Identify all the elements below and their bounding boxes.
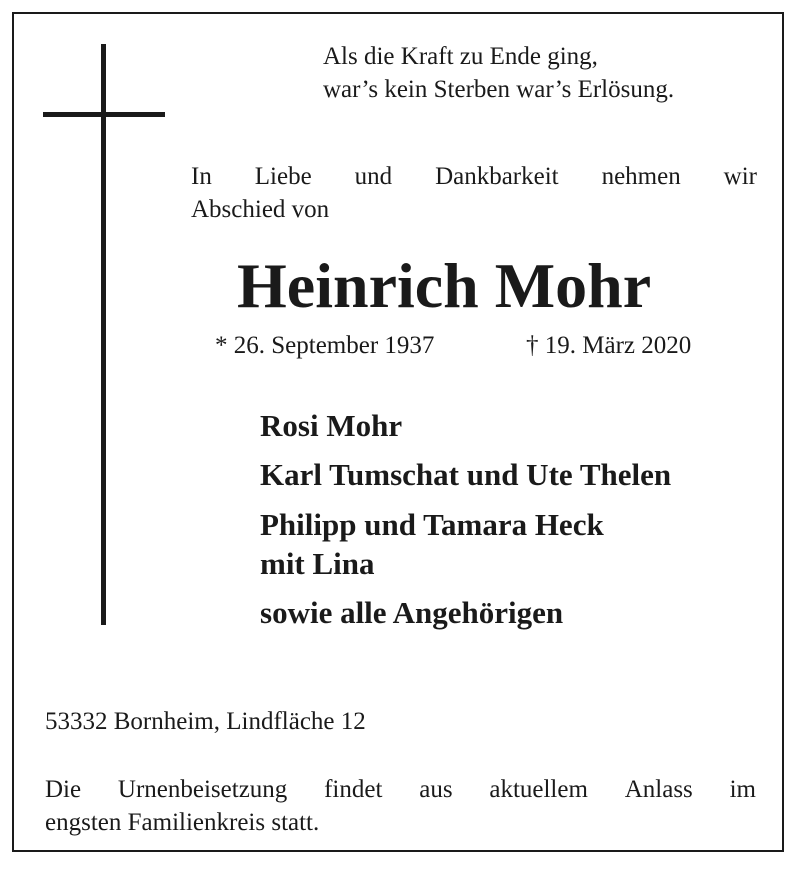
mourner-name: sowie alle Angehörigen <box>260 595 564 630</box>
notice-word: im <box>729 776 756 803</box>
death-date: † 19. März 2020 <box>526 332 692 359</box>
intro-word: Liebe <box>254 163 312 190</box>
notice-word: Anlass <box>624 776 693 803</box>
quote-line-1: Als die Kraft zu Ende ging, <box>323 43 598 70</box>
cross-icon-vertical-bar <box>101 44 106 625</box>
mourner-name: Philipp und Tamara Heck <box>260 507 604 542</box>
mourner-name: mit Lina <box>260 546 375 581</box>
quote-line-2: war’s kein Sterben war’s Erlösung. <box>323 76 675 103</box>
birth-date: * 26. September 1937 <box>215 332 435 359</box>
deceased-name: Heinrich Mohr <box>237 250 652 321</box>
mourner-name: Karl Tumschat und Ute Thelen <box>260 457 672 492</box>
intro-word: In <box>191 163 212 190</box>
intro-word: nehmen <box>601 163 681 190</box>
notice-word: Urnenbeisetzung <box>117 776 288 803</box>
notice-word: findet <box>324 776 383 803</box>
intro-word: Dankbarkeit <box>435 163 559 190</box>
mourner-name: Rosi Mohr <box>260 408 403 443</box>
notice-word: aus <box>419 776 453 803</box>
notice-word: aktuellem <box>489 776 588 803</box>
intro-word: wir <box>723 163 757 190</box>
memorial-quote <box>323 40 674 106</box>
intro-line-1 <box>191 160 757 193</box>
notice-line-1 <box>45 773 756 806</box>
intro-text <box>191 160 757 226</box>
intro-line-2: Abschied von <box>191 196 330 223</box>
address: 53332 Bornheim, Lindfläche 12 <box>45 708 366 735</box>
burial-notice <box>45 773 756 839</box>
life-dates <box>215 329 692 363</box>
notice-line-2: engsten Familienkreis statt. <box>45 809 320 836</box>
intro-word: und <box>354 163 393 190</box>
notice-word: Die <box>45 776 82 803</box>
cross-icon-horizontal-bar <box>43 112 165 117</box>
